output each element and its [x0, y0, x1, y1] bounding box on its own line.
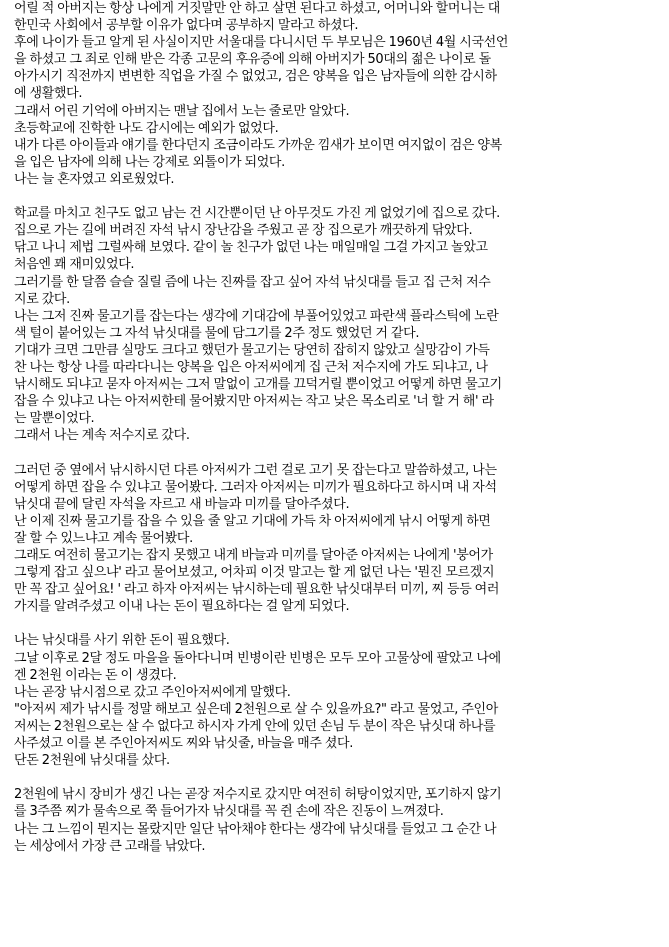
text-line: 그렇게 잡고 싶으냐' 라고 물어보셨고, 어차피 이것 말고는 할 게 없던 나는 '뭔진 모르겠지 [14, 565, 495, 581]
paragraph-gap [14, 769, 664, 786]
text-line: 처음엔 꽤 재미있었다. [14, 257, 135, 273]
text-line: 집으로 가는 길에 버려진 자석 낚시 장난감을 주웠고 곧 장 집으로가 깨끗하게 닦았다. [14, 223, 473, 239]
paragraph-gap [14, 444, 664, 461]
text-line: 기대가 크면 그만큼 실망도 크다고 했던가 물고기는 당연히 잡히지 않았고 실망감이 가득 [14, 342, 490, 358]
text-line: 잘 할 수 있느냐고 계속 물어봤다. [14, 530, 193, 546]
text-line: 색 털이 붙어있는 그 자석 낚싯대를 물에 담그기를 2주 정도 했었던 거 같다. [14, 325, 420, 341]
text-line: "아저씨 제가 낚시를 정말 해보고 싶은데 2천원으로 살 수 있을까요?" 라고 물었고, 주인아 [14, 701, 498, 717]
text-line: 지로 갔다. [14, 291, 70, 307]
paragraph [14, 632, 664, 769]
text-line: 는 세상에서 가장 큰 고래를 낚았다. [14, 838, 206, 854]
text-line: 그러기를 한 달쯤 슬슬 질릴 즘에 나는 진짜를 잡고 싶어 자석 낚싯대를 들고 집 근처 저수 [14, 274, 491, 290]
text-line: 나는 곧장 낚시점으로 갔고 주인아저씨에게 말했다. [14, 684, 291, 700]
text-line: 나는 늘 혼자였고 외로웠었다. [14, 171, 175, 187]
text-line: 학교를 마치고 친구도 없고 남는 건 시간뿐이던 난 아무것도 가진 게 없었기에 집으로 갔다. [14, 206, 500, 222]
text-line: 에 생활했다. [14, 86, 83, 102]
text-line: 겐 2천원 이라는 돈 이 생겼다. [14, 667, 177, 683]
text-line: 닦고 나니 제법 그럴싸해 보였다. 같이 놀 친구가 없던 나는 매일매일 그걸 가지고 놀았고 [14, 240, 488, 256]
text-line: 을 하셨고 그 죄로 인해 받은 각종 고문의 후유증에 의해 아버지가 50대의 젊은 나이로 돌 [14, 52, 491, 68]
text-line: 가지를 알려주셨고 이내 나는 돈이 필요하다는 걸 알게 되었다. [14, 599, 350, 615]
text-line: 어떻게 하면 잡을 수 있냐고 물어봤다. 그러자 아저씨는 미끼가 필요하다고 하시며 내 자석 [14, 479, 497, 495]
text-line: 낚시해도 되냐고 묻자 아저씨는 그저 말없이 고개를 끄덕거릴 뿐이었고 어떻게 하면 물고기 [14, 377, 502, 393]
text-line: 2천원에 낚시 장비가 생긴 나는 곧장 저수지로 갔지만 여전히 허탕이었지만, 포기하지 않기 [14, 787, 502, 803]
text-line: 한민국 사회에서 공부할 이유가 없다며 공부하지 말라고 하셨다. [14, 18, 359, 34]
text-line: 그래서 나는 계속 저수지로 갔다. [14, 428, 190, 444]
text-line: 나는 그 느낌이 뭔지는 몰랐지만 일단 낚아채야 한다는 생각에 낚싯대를 들었고 그 순간 나 [14, 821, 497, 837]
text-line: 사주셨고 이를 본 주인아저씨도 찌와 낚싯줄, 바늘을 매주 셨다. [14, 736, 354, 752]
text-line: 찬 나는 항상 나를 따라다니는 양복을 입은 아저씨에게 집 근처 저수지에 가도 되냐고, 나 [14, 359, 488, 375]
text-line: 그래도 여전히 물고기는 잡지 못했고 내게 바늘과 미끼를 달아준 아저씨는 나에게 '붕어가 [14, 548, 493, 563]
text-line: 나는 낚싯대를 사기 위한 돈이 필요했다. [14, 633, 230, 649]
text-line: 아가시기 직전까지 변변한 직업을 가질 수 없었고, 검은 양복을 입은 남자들에 의한 감시하 [14, 69, 497, 85]
text-line: 나는 그저 진짜 물고기를 잡는다는 생각에 기대감에 부풀어있었고 파란색 플라스틱에 노란 [14, 308, 499, 324]
text-line: 저씨는 2천원으로는 살 수 없다고 하시자 가게 안에 있던 손님 두 분이 작은 낚싯대 하나를 [14, 718, 496, 734]
paragraph [14, 205, 664, 444]
text-line: 단돈 2천원에 낚싯대를 샀다. [14, 753, 170, 769]
text-line: 난 이제 진짜 물고기를 잡을 수 있을 줄 알고 기대에 가득 차 아저씨에게 낚시 어떻게 하면 [14, 513, 491, 529]
text-line: 를 3주쯤 찌가 물속으로 쭉 들어가자 낚싯대를 꼭 쥔 손에 작은 진동이 느껴졌다. [14, 804, 444, 820]
text-line: 후에 나이가 들고 알게 된 사실이지만 서울대를 다니시던 두 부모님은 1960년 4월 시국선언 [14, 35, 509, 51]
paragraph [14, 0, 664, 188]
paragraph [14, 462, 664, 616]
text-line: 어릴 적 아버지는 항상 나에게 거짓말만 안 하고 살면 된다고 하셨고, 어머니와 할머니는 대 [14, 1, 500, 16]
text-line: 만 꼭 잡고 싶어요! ' 라고 하자 아저씨는 낚시하는데 필요한 낚싯대부터 미끼, 찌 등등 여러 [14, 582, 500, 598]
text-line: 잡을 수 있냐고 나는 아저씨한테 물어봤지만 아저씨는 작고 낮은 목소리로 '너 할 거 해' 라 [14, 394, 494, 410]
document-body [14, 0, 664, 855]
paragraph-gap [14, 188, 664, 205]
text-line: 초등학교에 진학한 나도 감시에는 예외가 없었다. [14, 120, 279, 136]
text-line: 그래서 어린 기억에 아버지는 맨날 집에서 노는 줄로만 알았다. [14, 103, 350, 119]
text-line: 는 말뿐이었다. [14, 411, 95, 427]
text-line: 그러던 중 옆에서 낚시하시던 다른 아저씨가 그런 걸로 고기 못 잡는다고 말씀하셨고, 나는 [14, 462, 497, 478]
paragraph-gap [14, 615, 664, 632]
text-line: 그날 이후로 2달 정도 마을을 돌아다니며 빈병이란 빈병은 모두 모아 고물상에 팔았고 나에 [14, 650, 501, 666]
text-line: 내가 다른 아이들과 얘기를 한다던지 조금이라도 가까운 낌새가 보이면 여지없이 검은 양복 [14, 137, 502, 153]
paragraph [14, 786, 664, 854]
text-line: 을 입은 남자에 의해 나는 강제로 외톨이가 되었다. [14, 154, 285, 170]
text-line: 낚싯대 끝에 달린 자석을 자르고 새 바늘과 미끼를 달아주셨다. [14, 496, 350, 512]
